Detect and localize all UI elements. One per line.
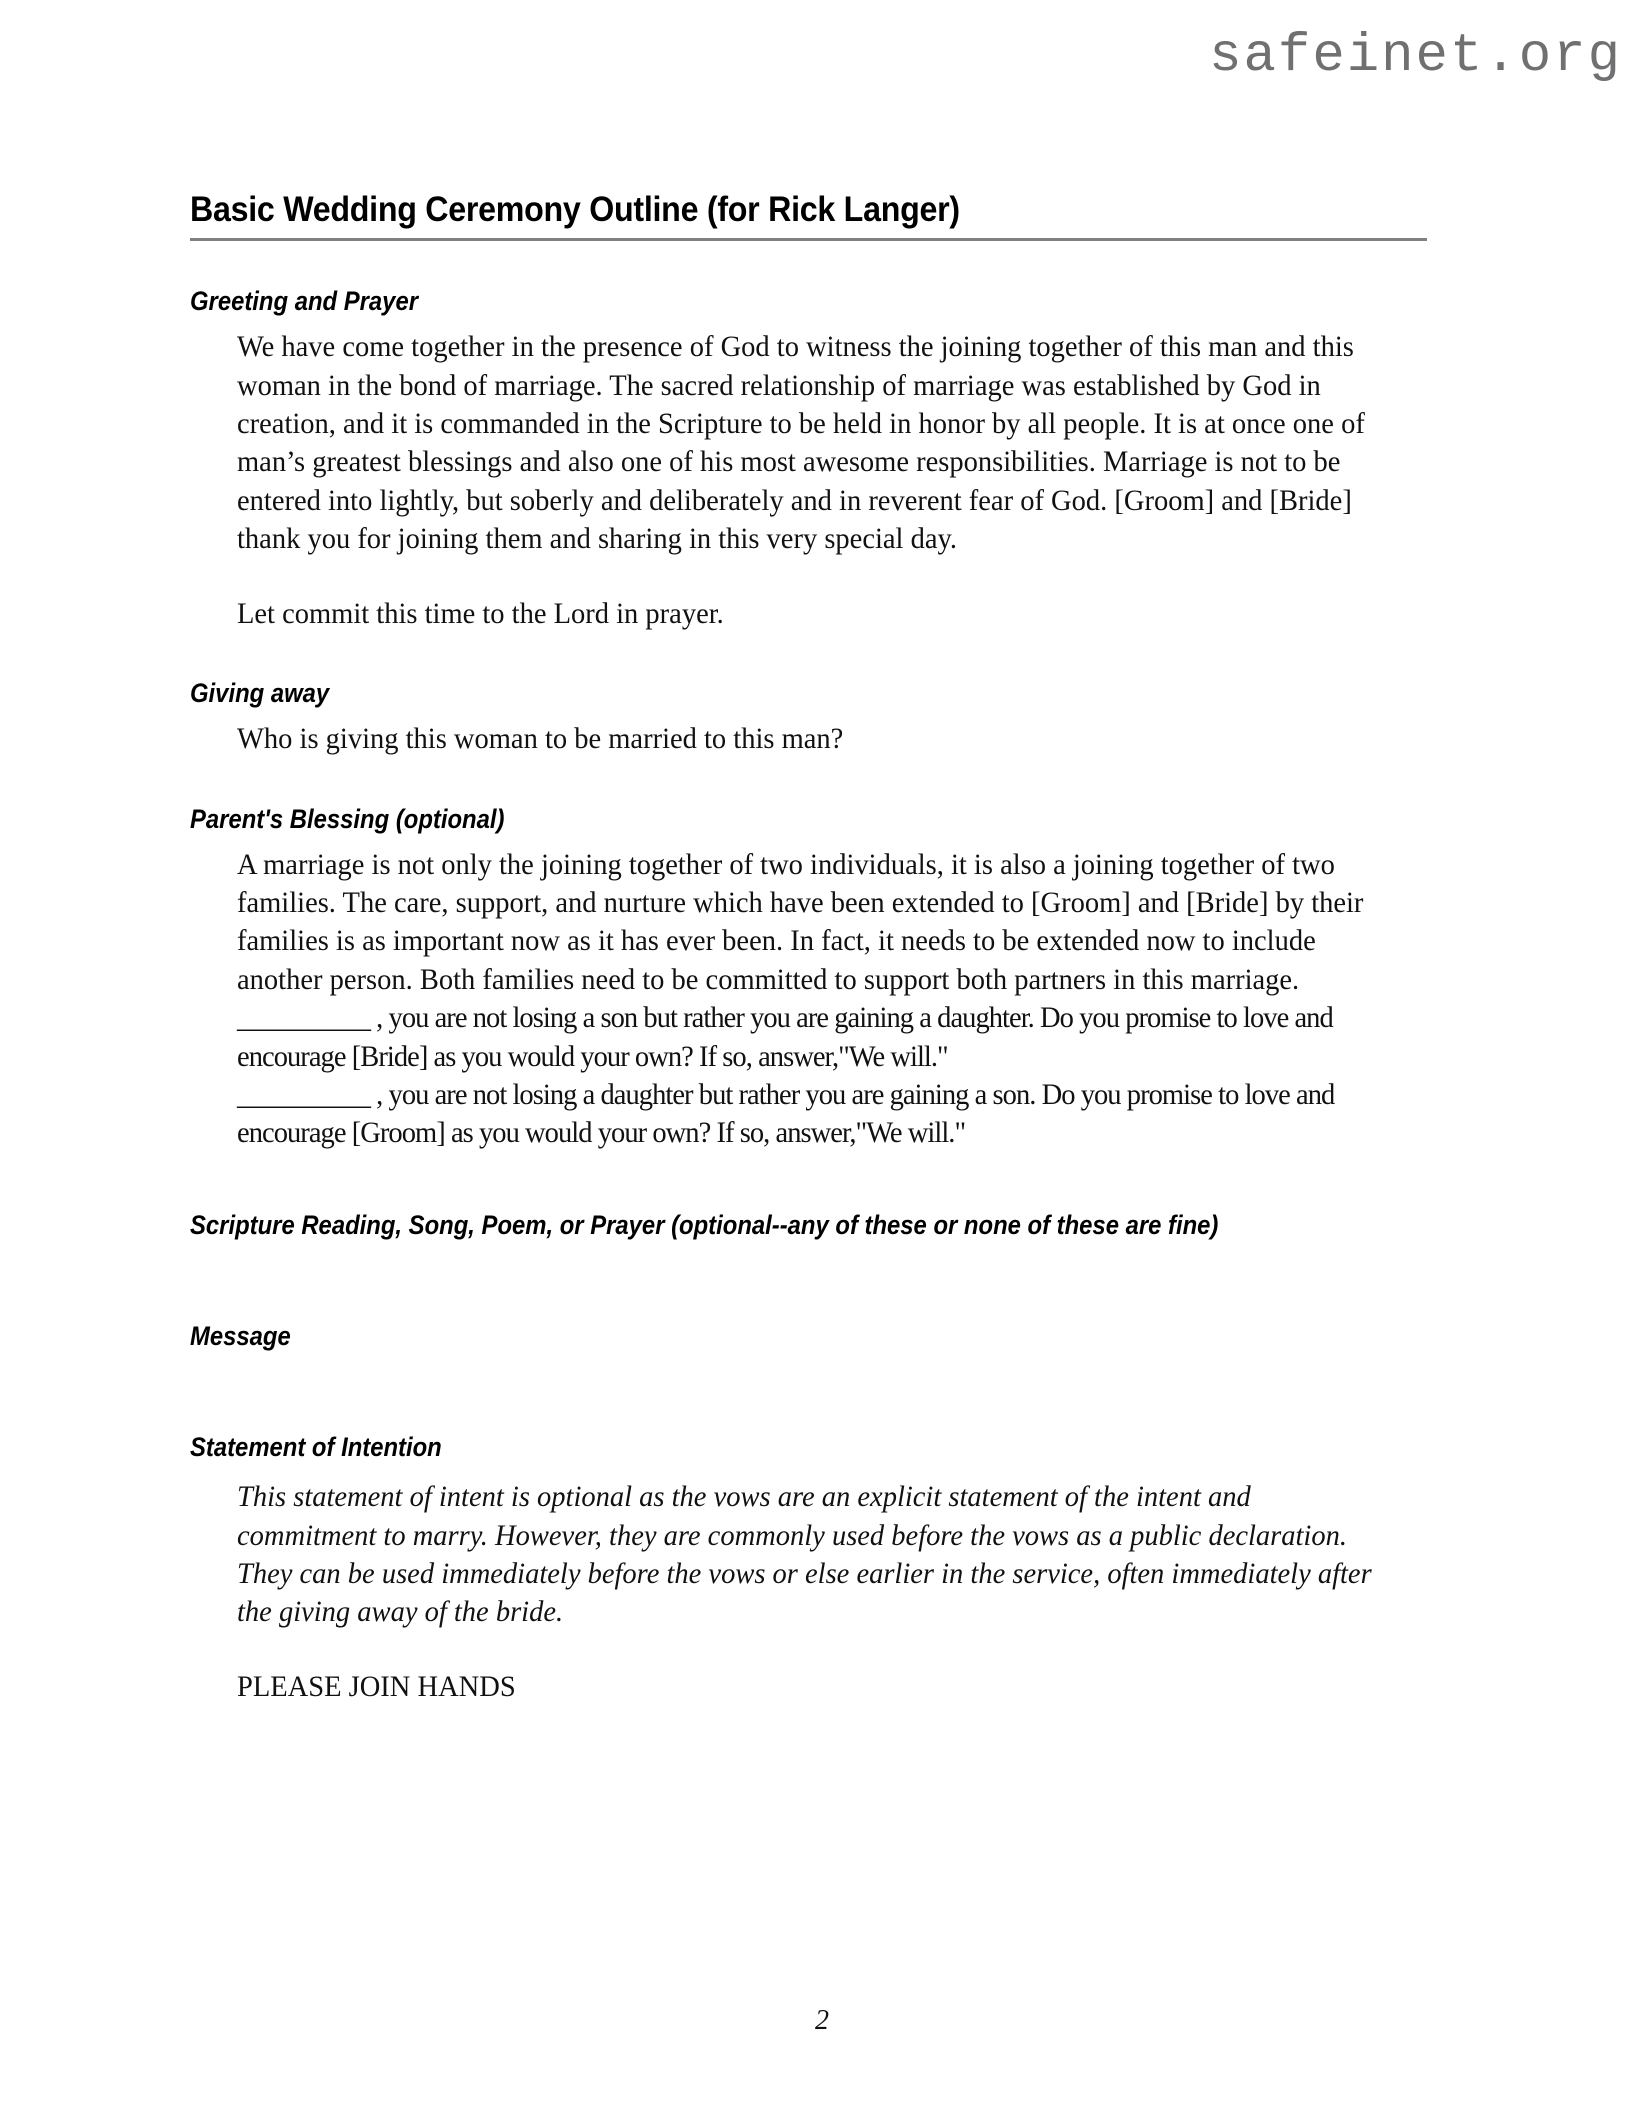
paragraph-greeting-body: We have come together in the presence of God to witness the joining together of this man and this woman in the bond of marriage. The sacred relationship of marriage was established by God in creation, and it is commanded in the Scripture to be held in honor by all people. It is at once one of man’s greatest blessings and also one of his most awesome responsibilities. Marriage is not to be entered into lightly, but soberly and deliberately and in reverent fear of God. [Groom] and [Bride] thank you for joining them and sharing in this very special day.: [237, 330, 1365, 556]
section-heading-statement-of-intention: Statement of Intention: [190, 1432, 442, 1463]
page-number-footer: 2: [815, 2005, 829, 2036]
paragraph-giving-away-question: Who is giving this woman to be married to this man?: [237, 722, 844, 756]
section-heading-scripture-reading: Scripture Reading, Song, Poem, or Prayer (optional--any of these or none of these are fine): [190, 1209, 1219, 1240]
paragraph-please-join-hands: PLEASE JOIN HANDS: [237, 1669, 516, 1703]
document-body: [190, 190, 1430, 1706]
paragraph-parents-vow-bride: __________ , you are not losing a son but rather you are gaining a daughter. Do you promise to love and encourage [Bride] as you would your own? If so, answer,"We will.": [237, 1001, 1333, 1073]
section-heading-message: Message: [190, 1320, 291, 1351]
paragraph-parents-vow-groom: __________ , you are not losing a daughter but rather you are gaining a son. Do you promise to love and encourage [Groom] as you would your own? If so, answer,"We will.": [237, 1078, 1335, 1150]
section-heading-greeting-and-prayer: Greeting and Prayer: [190, 286, 418, 317]
watermark-safeinet-org: safeinet.org: [1209, 26, 1622, 87]
paragraph-parents-blessing-body: A marriage is not only the joining together of two individuals, it is also a joining together of two families. The care, support, and nurture which have been extended to [Groom] and [Bride] by their families is as important now as it has ever been. In fact, it needs to be extended now to include another person. Both families need to be committed to support both partners in this marriage.: [237, 847, 1364, 996]
section-heading-parents-blessing: Parent's Blessing (optional): [190, 803, 505, 834]
section-heading-giving-away: Giving away: [190, 678, 330, 709]
page-title: Basic Wedding Ceremony Outline (for Rick Langer): [190, 190, 960, 229]
paragraph-prayer-invite: Let commit this time to the Lord in prayer.: [237, 596, 724, 630]
paragraph-statement-of-intention-note: This statement of intent is optional as the vows are an explicit statement of the intent and commitment to marry. However, they are commonly used before the vows as a public declaration. They can be used immediately before the vows or else earlier in the service, often immediately after the giving away of the bride.: [237, 1480, 1372, 1629]
